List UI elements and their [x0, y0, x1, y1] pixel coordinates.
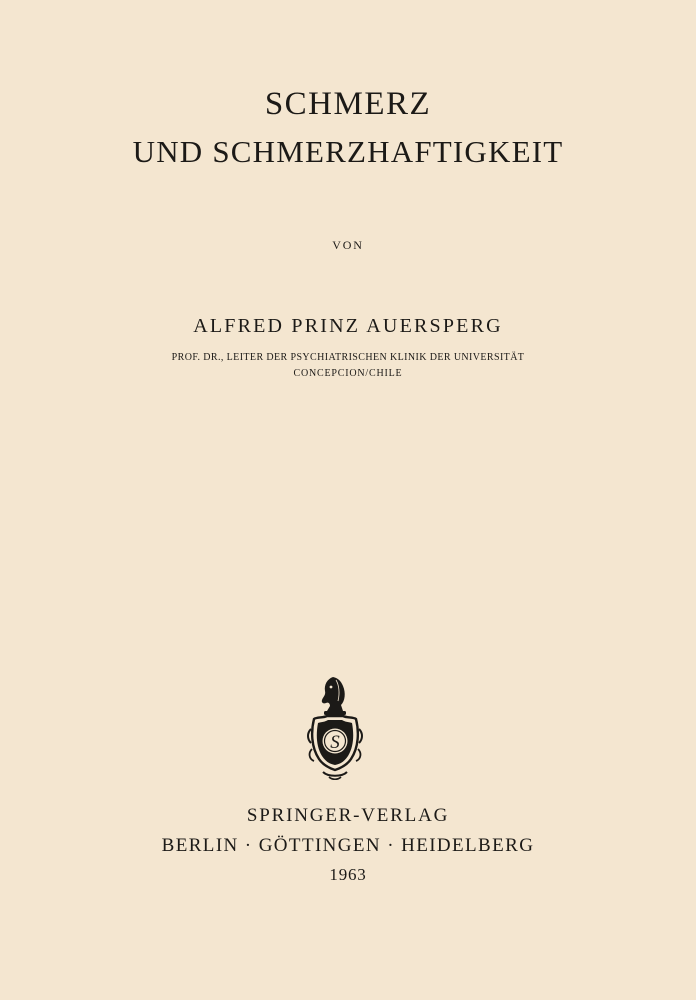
publisher-name: SPRINGER-VERLAG	[246, 805, 450, 826]
author-affiliation-line-2: CONCEPCION/CHILE	[293, 368, 403, 379]
publication-year: 1963	[329, 865, 367, 884]
logo-monogram: S	[330, 732, 340, 753]
byline-von: VON	[332, 238, 364, 252]
title-line-2: UND SCHMERZHAFTIGKEIT	[132, 134, 564, 169]
author-name: ALFRED PRINZ AUERSPERG	[193, 315, 503, 337]
author-affiliation-line-1: PROF. DR., LEITER DER PSYCHIATRISCHEN KLINIK DER UNIVERSITÄT	[171, 352, 525, 363]
title-line-1: SCHMERZ	[264, 86, 432, 122]
publisher-cities: BERLIN · GÖTTINGEN · HEIDELBERG	[161, 835, 535, 856]
springer-chess-knight-emblem-icon	[303, 673, 367, 783]
